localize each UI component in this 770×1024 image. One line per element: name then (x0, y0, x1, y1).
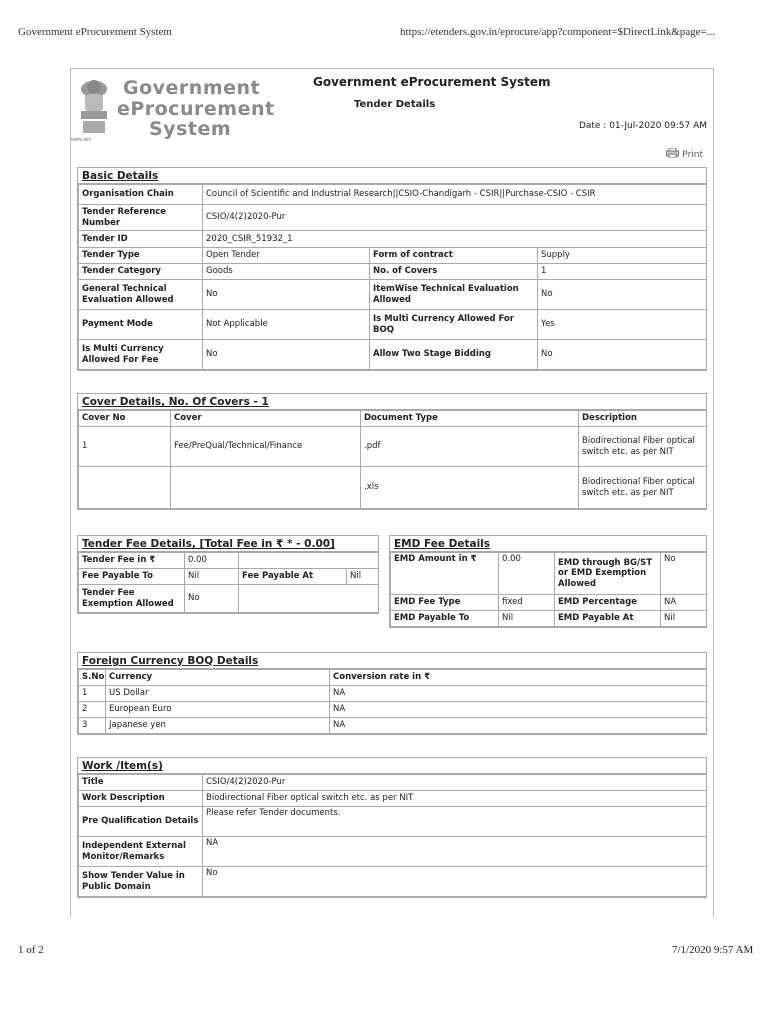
page-title: Government eProcurement System (313, 75, 551, 89)
multi-currency-fee-value: No (203, 340, 370, 370)
tender-fee-value: 0.00 (185, 553, 239, 569)
emd-percentage-value: NA (661, 595, 707, 611)
print-timestamp: 7/1/2020 9:57 AM (672, 944, 754, 956)
external-monitor-label: Independent External Monitor/Remarks (79, 837, 203, 867)
logo-text-line2: eProcurement (117, 98, 275, 120)
basic-details-heading: Basic Details (78, 168, 706, 184)
emd-fee-section (389, 535, 707, 628)
itemwise-eval-label: ItemWise Technical Evaluation Allowed (370, 280, 538, 310)
table-row (391, 553, 707, 595)
table-row (79, 185, 707, 205)
work-title-label: Title (79, 775, 203, 791)
gte-label: General Technical Evaluation Allowed (79, 280, 203, 310)
fee-payable-at-label: Fee Payable At (239, 569, 347, 585)
column-header: Conversion rate in ₹ (330, 670, 707, 686)
conversion-rate: NA (330, 702, 707, 718)
table-row (79, 569, 379, 585)
page-subtitle: Tender Details (354, 99, 436, 110)
org-chain-value: Council of Scientific and Industrial Research||CSIO-Chandigarh - CSIR||Purchase-CSIO - CSIR (203, 185, 707, 205)
cover-name (171, 467, 361, 509)
cover-description: Biodirectional Fiber optical switch etc. as per NIT (579, 467, 707, 509)
table-row (79, 427, 707, 467)
table-row (79, 791, 707, 807)
foreign-currency-section (77, 652, 707, 735)
work-items-section (77, 757, 707, 898)
currency-name: European Euro (106, 702, 330, 718)
org-chain-label: Organisation Chain (79, 185, 203, 205)
table-row (79, 807, 707, 837)
tender-fee-heading: Tender Fee Details, [Total Fee in ₹ * - 0.00] (78, 536, 378, 552)
table-row (79, 867, 707, 897)
cover-details-heading: Cover Details, No. Of Covers - 1 (78, 394, 706, 410)
show-tender-value-label: Show Tender Value in Public Domain (79, 867, 203, 897)
currency-name: US Dollar (106, 686, 330, 702)
prequal-label: Pre Qualification Details (79, 807, 203, 837)
emd-fee-table (390, 552, 707, 627)
fee-payable-to-value: Nil (185, 569, 239, 585)
prequal-value: Please refer Tender documents. (203, 807, 707, 837)
table-row (79, 205, 707, 231)
tender-type-value: Open Tender (203, 248, 370, 264)
cover-description: Biodirectional Fiber optical switch etc. as per NIT (579, 427, 707, 467)
currency-name: Japanese yen (106, 718, 330, 734)
table-header-row (79, 411, 707, 427)
foreign-currency-heading: Foreign Currency BOQ Details (78, 653, 706, 669)
national-emblem-icon (71, 77, 117, 141)
table-row (79, 702, 707, 718)
form-of-contract-value: Supply (538, 248, 707, 264)
emd-bg-value: No (661, 553, 707, 595)
cover-no: 1 (79, 427, 171, 467)
emd-fee-type-value: fixed (499, 595, 555, 611)
document-type: .pdf (361, 427, 579, 467)
tender-id-label: Tender ID (79, 231, 203, 248)
cover-details-table (78, 410, 707, 509)
tender-document (70, 68, 714, 917)
cover-no (79, 467, 171, 509)
two-stage-bidding-label: Allow Two Stage Bidding (370, 340, 538, 370)
tender-fee-label: Tender Fee in ₹ (79, 553, 185, 569)
printer-icon (666, 148, 679, 158)
logo-text-line3: System (149, 118, 232, 140)
emd-payable-to-value: Nil (499, 611, 555, 627)
browser-url[interactable]: https://etenders.gov.in/eprocure/app?component=$DirectLink&page=... (400, 26, 716, 38)
currency-sno: 2 (79, 702, 106, 718)
table-row (79, 718, 707, 734)
tender-ref-value: CSIO/4(2)2020-Pur (203, 205, 707, 231)
work-title-value: CSIO/4(2)2020-Pur (203, 775, 707, 791)
emd-bg-label: EMD through BG/ST or EMD Exemption Allowed (555, 553, 661, 595)
table-row (79, 837, 707, 867)
emd-fee-type-label: EMD Fee Type (391, 595, 499, 611)
tender-category-label: Tender Category (79, 264, 203, 280)
no-of-covers-label: No. of Covers (370, 264, 538, 280)
form-of-contract-label: Form of contract (370, 248, 538, 264)
work-items-heading: Work /Item(s) (78, 758, 706, 774)
conversion-rate: NA (330, 686, 707, 702)
column-header: S.No (79, 670, 106, 686)
work-items-table (78, 774, 707, 897)
tender-type-label: Tender Type (79, 248, 203, 264)
emd-payable-to-label: EMD Payable To (391, 611, 499, 627)
table-row (391, 595, 707, 611)
emd-payable-at-label: EMD Payable At (555, 611, 661, 627)
emd-fee-heading: EMD Fee Details (390, 536, 706, 552)
page-number: 1 of 2 (18, 944, 44, 956)
tender-id-value: 2020_CSIR_51932_1 (203, 231, 707, 248)
emd-amount-value: 0.00 (499, 553, 555, 595)
currency-sno: 1 (79, 686, 106, 702)
browser-page-title: Government eProcurement System (18, 26, 172, 38)
table-row (391, 611, 707, 627)
report-date: Date : 01-Jul-2020 09:57 AM (578, 121, 707, 131)
currency-sno: 3 (79, 718, 106, 734)
multi-currency-boq-value: Yes (538, 310, 707, 340)
no-of-covers-value: 1 (538, 264, 707, 280)
basic-details-section (77, 167, 707, 371)
print-link[interactable] (666, 148, 703, 160)
emblem-caption: सत्यमेव जयते (71, 137, 91, 142)
fee-exemption-value: No (185, 585, 239, 613)
table-row (79, 340, 707, 370)
table-row (79, 686, 707, 702)
column-header: Cover (171, 411, 361, 427)
two-stage-bidding-value: No (538, 340, 707, 370)
table-row (79, 264, 707, 280)
column-header: Description (579, 411, 707, 427)
table-row (79, 280, 707, 310)
work-description-value: Biodirectional Fiber optical switch etc. as per NIT (203, 791, 707, 807)
column-header: Currency (106, 670, 330, 686)
table-row (79, 310, 707, 340)
table-row (79, 248, 707, 264)
conversion-rate: NA (330, 718, 707, 734)
tender-ref-label: Tender Reference Number (79, 205, 203, 231)
tender-fee-section (77, 535, 379, 614)
fee-payable-to-label: Fee Payable To (79, 569, 185, 585)
logo-text-line1: Government (123, 77, 261, 99)
print-label: Print (682, 150, 703, 160)
table-row (79, 553, 379, 569)
foreign-currency-table (78, 669, 707, 734)
fee-exemption-label: Tender Fee Exemption Allowed (79, 585, 185, 613)
tender-category-value: Goods (203, 264, 370, 280)
cover-name: Fee/PreQual/Technical/Finance (171, 427, 361, 467)
column-header: Document Type (361, 411, 579, 427)
table-row (79, 231, 707, 248)
emd-percentage-label: EMD Percentage (555, 595, 661, 611)
table-row (79, 585, 379, 613)
external-monitor-value: NA (203, 837, 707, 867)
itemwise-eval-value: No (538, 280, 707, 310)
work-description-label: Work Description (79, 791, 203, 807)
document-type: .xls (361, 467, 579, 509)
emd-amount-label: EMD Amount in ₹ (391, 553, 499, 595)
emd-payable-at-value: Nil (661, 611, 707, 627)
show-tender-value-value: No (203, 867, 707, 897)
site-logo[interactable] (71, 71, 301, 151)
table-row (79, 467, 707, 509)
gte-value: No (203, 280, 370, 310)
multi-currency-boq-label: Is Multi Currency Allowed For BOQ (370, 310, 538, 340)
basic-details-table (78, 184, 707, 370)
table-header-row (79, 670, 707, 686)
payment-mode-value: Not Applicable (203, 310, 370, 340)
tender-fee-table (78, 552, 379, 613)
table-row (79, 775, 707, 791)
column-header: Cover No (79, 411, 171, 427)
fee-payable-at-value: Nil (347, 569, 379, 585)
multi-currency-fee-label: Is Multi Currency Allowed For Fee (79, 340, 203, 370)
cover-details-section (77, 393, 707, 510)
payment-mode-label: Payment Mode (79, 310, 203, 340)
